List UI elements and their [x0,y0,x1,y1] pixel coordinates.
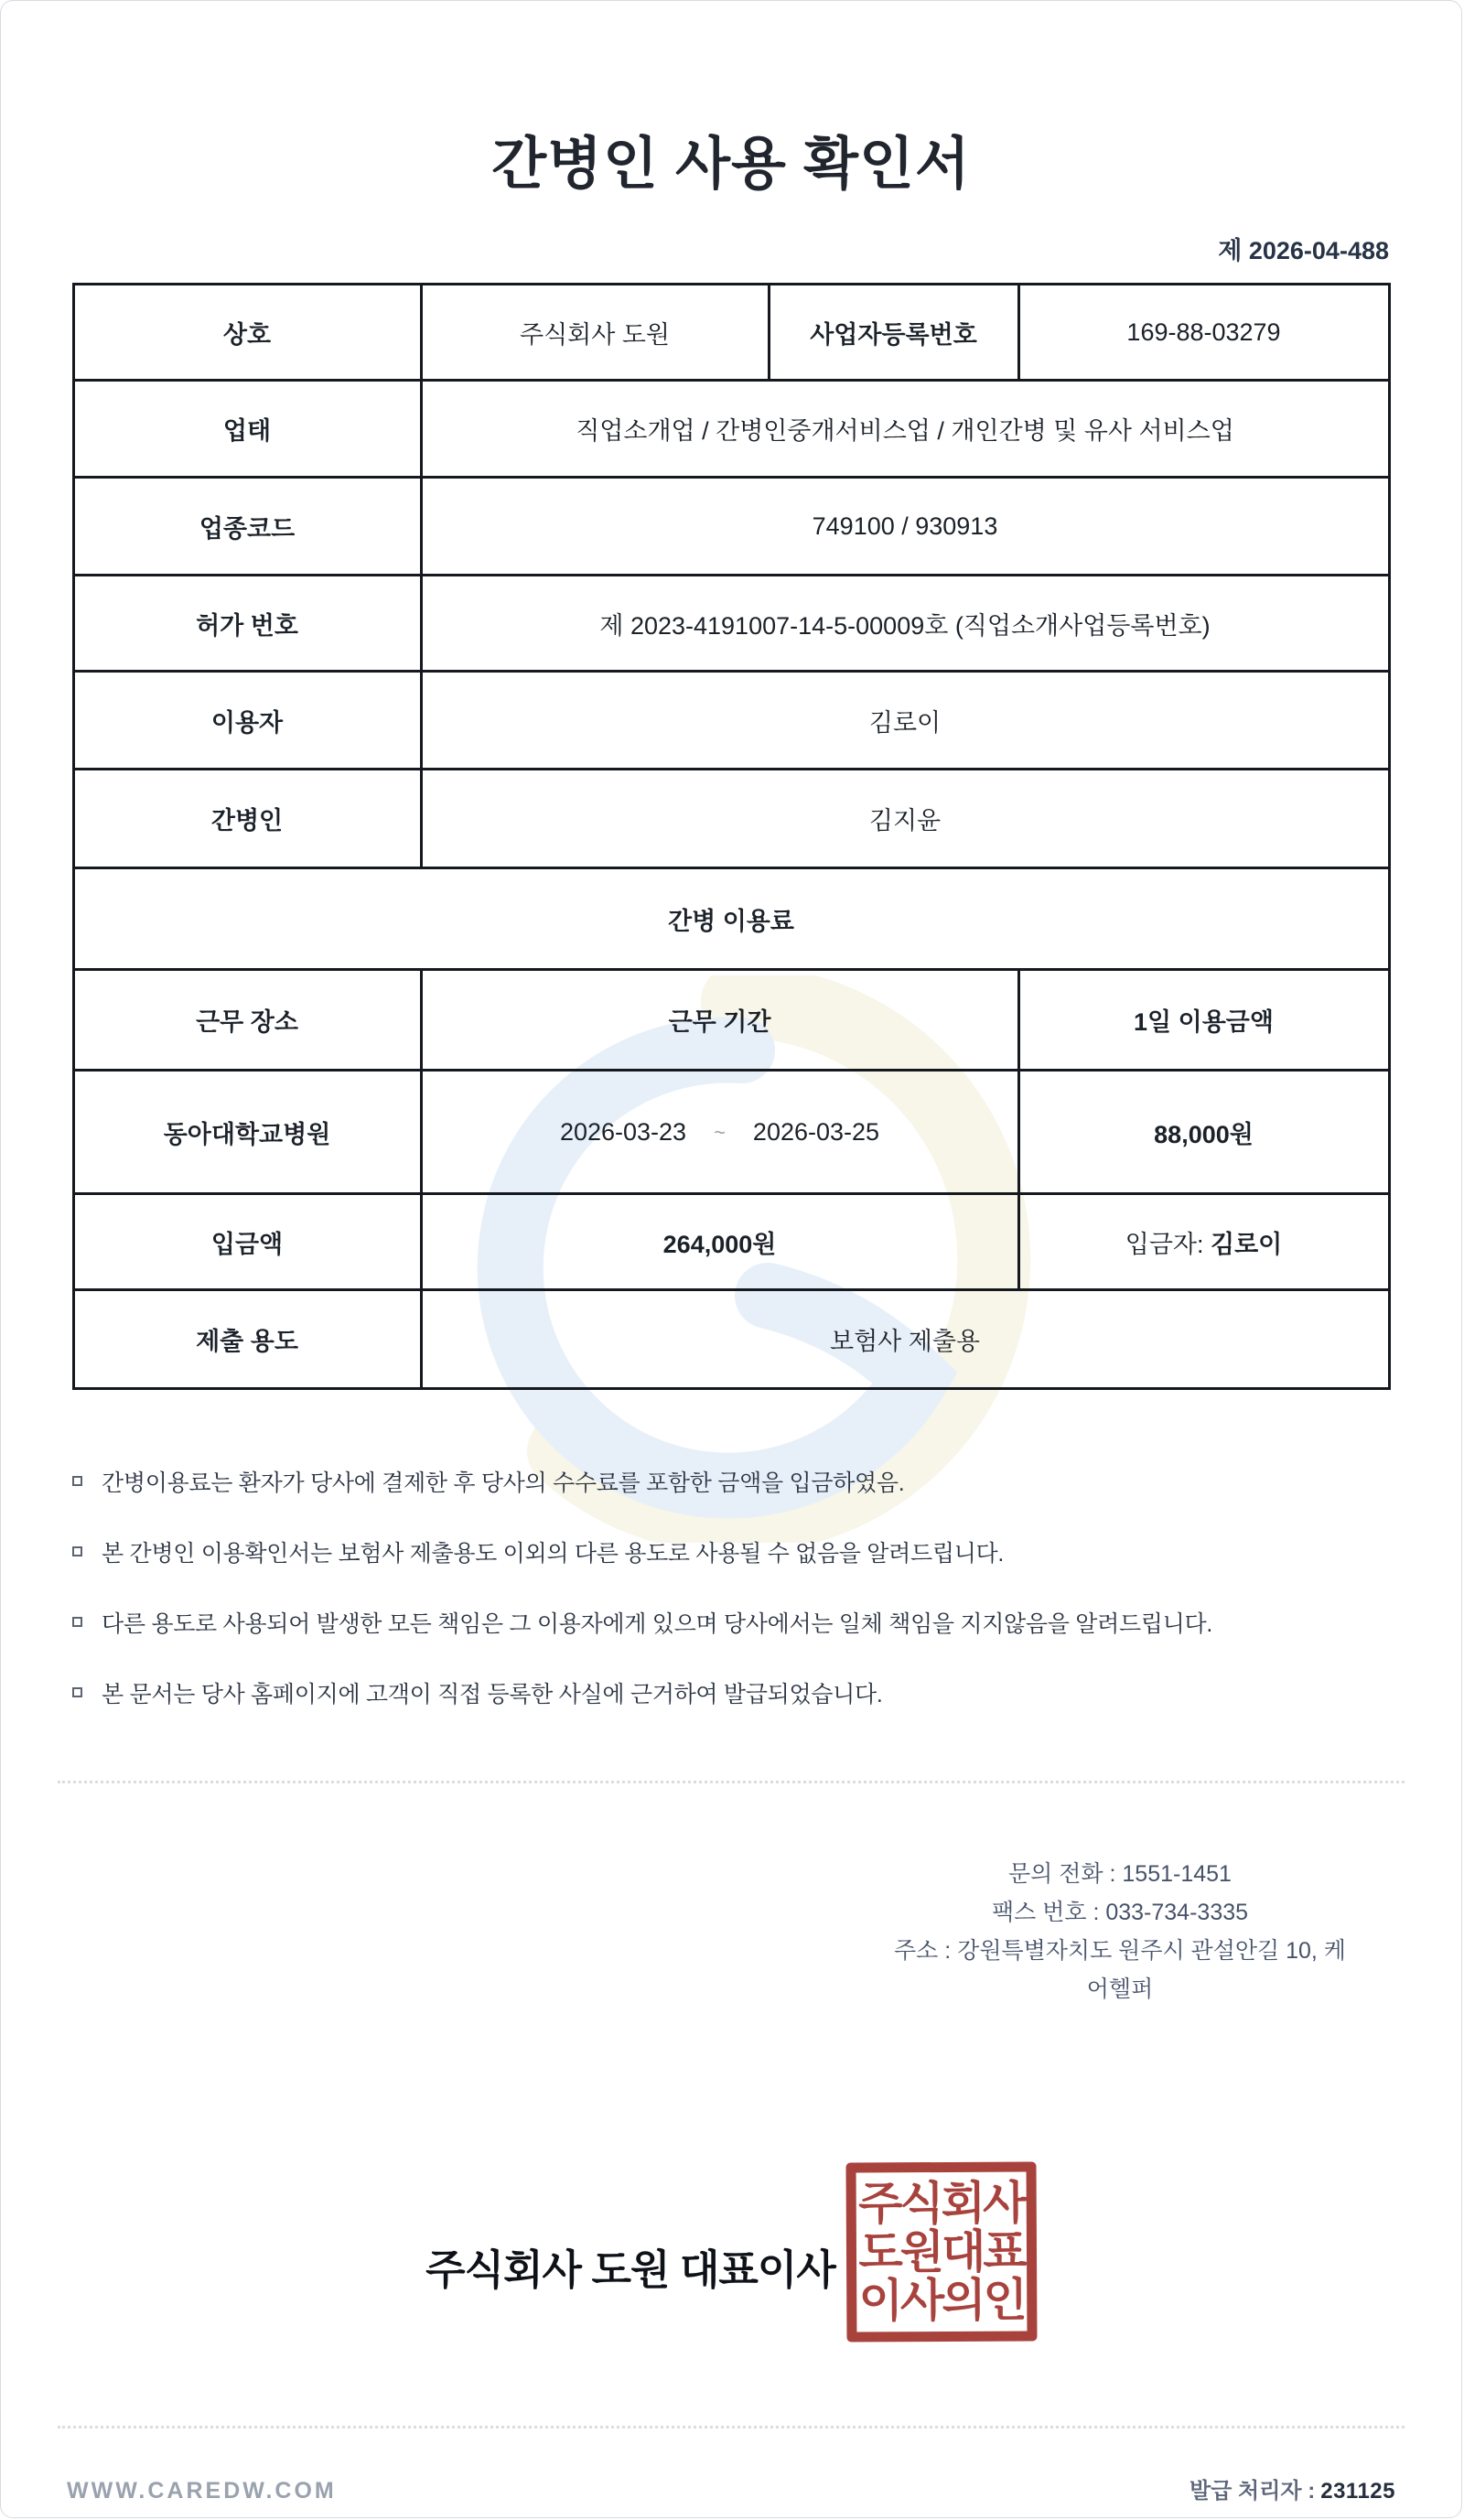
table-row [73,381,1389,478]
square-bullet-icon [72,1476,82,1486]
biz-reg-label: 사업자등록번호 [769,285,1018,381]
table-row [73,970,1389,1071]
workplace-label: 근무 장소 [73,970,421,1071]
table-row [73,1194,1389,1290]
table-row [73,868,1389,970]
page-footer [67,2472,1395,2504]
stamp-line: 이사의인 [858,2274,1025,2326]
document-number: 제 2026-04-488 [1218,237,1389,264]
purpose-value: 보험사 제출용 [421,1290,1389,1389]
user-label: 이용자 [73,672,421,770]
period-start: 2026-03-23 [559,1117,687,1146]
period-label: 근무 기간 [421,970,1018,1071]
note-item [70,1610,1461,1639]
permit-label: 허가 번호 [73,576,421,672]
depositor-label: 입금자: [1125,1230,1204,1258]
contact-block [891,1855,1349,2008]
square-bullet-icon [72,1617,82,1627]
company-label: 상호 [73,285,421,381]
user-value: 김로이 [421,672,1389,770]
issuer-label: 발급 처리자 : [1189,2479,1316,2504]
table-row [73,285,1389,381]
period-tilde-separator: ~ [714,1121,726,1145]
note-text: 본 문서는 당사 홈페이지에 고객이 직접 등록한 사실에 근거하여 발급되었습니다. [102,1682,883,1707]
purpose-label: 제출 용도 [73,1290,421,1389]
fee-section-title: 간병 이용료 [73,868,1389,970]
workplace-value: 동아대학교병원 [73,1071,421,1194]
square-bullet-icon [72,1546,82,1556]
note-item [70,1469,1461,1498]
dotted-divider-top [58,1781,1405,1783]
contact-phone: 문의 전화 : 1551-1451 [1008,1861,1232,1887]
square-bullet-icon [72,1687,82,1697]
website-url: WWW.CAREDW.COM [67,2478,337,2504]
notes-list [70,1469,1461,1709]
table-row [73,770,1389,868]
dotted-divider-bottom [58,2426,1405,2428]
biz-type-label: 업태 [73,381,421,478]
stamp-line: 도원대표 [858,2225,1025,2278]
caregiver-label: 간병인 [73,770,421,868]
period-end: 2026-03-25 [752,1117,880,1146]
daily-fee-value: 88,000원 [1018,1071,1389,1194]
note-text: 본 간병인 이용확인서는 보험사 제출용도 이외의 다른 용도로 사용될 수 없음을 알려드립니다. [102,1541,1005,1567]
biz-reg-value: 169-88-03279 [1018,285,1389,381]
note-item [70,1539,1461,1568]
period-value [421,1071,1018,1194]
depositor-value: 김로이 [1211,1230,1283,1258]
daily-fee-label: 1일 이용금액 [1018,970,1389,1071]
contact-address: 주소 : 강원특별자치도 원주시 관설안길 10, 케어헬퍼 [894,1938,1346,2002]
company-signature-text: 주식회사 도원 대표이사 [425,2245,835,2293]
signature-block [1,2162,1461,2342]
company-value: 주식회사 도원 [421,285,769,381]
note-item [70,1680,1461,1709]
permit-value: 제 2023-4191007-14-5-00009호 (직업소개사업등록번호) [421,576,1389,672]
issuer-info [1190,2472,1395,2504]
table-row [73,1290,1389,1389]
page-title: 간병인 사용 확인서 [491,133,971,196]
corporate-seal-stamp [845,2161,1037,2342]
deposit-label: 입금액 [73,1194,421,1290]
caregiver-value: 김지윤 [421,770,1389,868]
contact-fax: 팩스 번호 : 033-734-3335 [991,1900,1249,1925]
issuer-value: 231125 [1320,2479,1395,2504]
certificate-table [72,283,1391,1390]
biz-type-value: 직업소개업 / 간병인중개서비스업 / 개인간병 및 유사 서비스업 [421,381,1389,478]
industry-code-label: 업종코드 [73,478,421,576]
depositor-cell [1018,1194,1389,1290]
deposit-value: 264,000원 [421,1194,1018,1290]
table-row [73,576,1389,672]
table-row [73,672,1389,770]
stamp-line: 주식회사 [857,2177,1025,2229]
industry-code-value: 749100 / 930913 [421,478,1389,576]
note-text: 다른 용도로 사용되어 발생한 모든 책임은 그 이용자에게 있으며 당사에서는 일체 책임을 지지않음을 알려드립니다. [102,1611,1212,1637]
note-text: 간병이용료는 환자가 당사에 결제한 후 당사의 수수료를 포함한 금액을 입금하였음. [102,1470,905,1496]
table-row [73,1071,1389,1194]
table-row [73,478,1389,576]
